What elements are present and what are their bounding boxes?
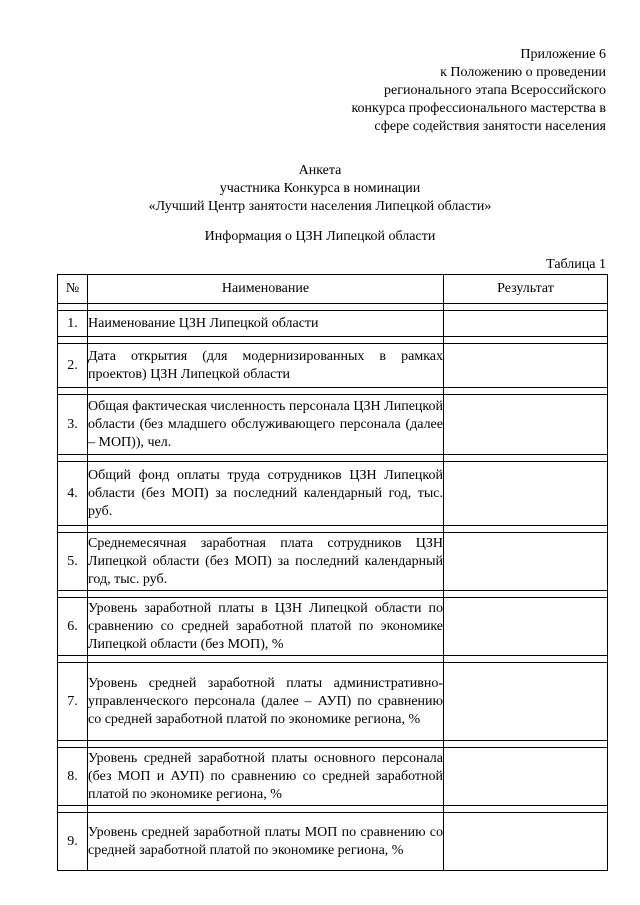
row-result-cell[interactable] [444,813,608,871]
row-result-cell[interactable] [444,462,608,526]
form-title: Анкета [298,163,342,178]
row-number: 9. [58,813,88,871]
table-row [58,533,608,591]
appendix-reference [276,46,606,136]
table-caption: Таблица 1 [546,257,606,272]
row-number: 3. [58,395,88,455]
row-result-cell[interactable] [444,663,608,741]
row-name: Общая фактическая численность персонала ЦЗН Липецкой области (без младшего обслуживающего персонала (далее – МОП)), чел. [88,395,444,455]
appendix-line: регионального этапа Всероссийского [384,83,606,98]
appendix-line: сфере содействия занятости населения [374,119,606,134]
form-subtitle: Информация о ЦЗН Липецкой области [204,229,436,244]
row-number: 4. [58,462,88,526]
form-nomination: «Лучший Центр занятости населения Липецкой области» [148,199,492,214]
header-result: Результат [444,275,608,304]
row-name: Уровень средней заработной платы МОП по сравнению со средней заработной платой по экономике региона, % [88,813,444,871]
row-number: 2. [58,344,88,388]
table-header-row [58,275,608,304]
table-row [58,395,608,455]
row-name: Уровень средней заработной платы основного персонала (без МОП и АУП) по сравнению со средней заработной платой по экономике региона, % [88,748,444,806]
table-row [58,311,608,337]
info-table [57,274,608,871]
row-number: 1. [58,311,88,337]
table-row [58,462,608,526]
table-row [58,598,608,656]
row-result-cell[interactable] [444,395,608,455]
row-name: Наименование ЦЗН Липецкой области [88,311,444,337]
row-result-cell[interactable] [444,598,608,656]
table-row [58,344,608,388]
row-name: Уровень заработной платы в ЦЗН Липецкой области по сравнению со средней заработной платой по экономике Липецкой области (без МОП), % [88,598,444,656]
row-name: Дата открытия (для модернизированных в рамках проектов) ЦЗН Липецкой области [88,344,444,388]
row-number: 7. [58,663,88,741]
appendix-line: Приложение 6 [520,47,606,62]
appendix-line: конкурса профессионального мастерства в [351,101,606,116]
table-row [58,748,608,806]
header-name: Наименование [88,275,444,304]
row-result-cell[interactable] [444,748,608,806]
row-number: 8. [58,748,88,806]
form-heading [0,162,640,216]
row-result-cell[interactable] [444,311,608,337]
row-number: 5. [58,533,88,591]
appendix-line: к Положению о проведении [440,65,606,80]
table-row [58,813,608,871]
header-number: № [58,275,88,304]
form-title-line: участника Конкурса в номинации [219,181,421,196]
row-number: 6. [58,598,88,656]
row-result-cell[interactable] [444,344,608,388]
row-name: Среднемесячная заработная плата сотрудников ЦЗН Липецкой области (без МОП) за последний календарный год, тыс. руб. [88,533,444,591]
row-result-cell[interactable] [444,533,608,591]
row-name: Уровень средней заработной платы административно-управленческого персонала (далее – АУП) по сравнению со средней заработной платой по экономике региона, % [88,663,444,741]
table-row [58,663,608,741]
row-name: Общий фонд оплаты труда сотрудников ЦЗН Липецкой области (без МОП) за последний календарный год, тыс. руб. [88,462,444,526]
